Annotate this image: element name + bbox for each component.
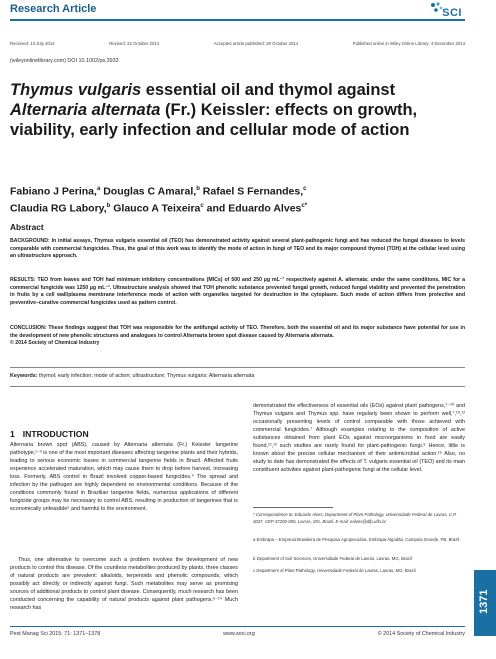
footnote-divider xyxy=(253,507,333,508)
footer-rule xyxy=(10,626,465,627)
page-number-tab xyxy=(474,570,496,636)
title-text-2: (Fr.) Keissler: effects on growth, viability, early infection and cellular mode of action xyxy=(10,101,418,139)
abstract-results: RESULTS: TEO from leaves and TOH had minimum inhibitory concentrations (MICs) of 500 and 250 µg mL⁻¹ respectively against A. alternata; under the same conditions, MIC for a commercial fungicide was 1250 µg mL⁻¹. Ultrastructure analysis showed that TOH phenolic substance prevented fungal growth, reduced fungal viability and prevented the penetration in fruits by a cell wall/plasma membrane interference mode of action with organelles targeted for destruction in the cytoplasm. Such mode of action differs from protective and preventive–curative commercial fungicides used as pattern control. xyxy=(10,277,465,306)
abstract-conclusion: CONCLUSION: These findings suggest that TOH was responsible for the antifungal activity of TEO. Therefore, both the essential oil and its major substance have potential for use in the development of new phenolic structures and analogues to control Alternaria brown spot disease caused by Alternaria alternata. xyxy=(10,325,465,339)
author: and Eduardo Alves xyxy=(203,202,302,214)
section-label: Research Article xyxy=(10,3,97,15)
journal-website[interactable]: www.soci.org xyxy=(223,631,255,637)
intro-paragraph-2: Thus, one alternative to overcome such a problem involves the development of new products to control this disease. Of the countless metabolites produced by plants, three classes of natural products are prevalent: alkaloids, terpenoids and phenolic compounds, which possibly act directly or indirectly against fungi. Such metabolites may serve as promising sources of additional products to control plant disease. Consequently, much research has been conducted concerning the capability of natural products against plant pathogens.⁶⁻¹⁴ Much research has xyxy=(10,557,238,612)
article-dates xyxy=(10,41,465,46)
sci-logo xyxy=(428,2,462,18)
affiliation-mark: a xyxy=(96,186,101,192)
intro-paragraph-right: demonstrated the effectiveness of essential oils (EOs) against plant pathogens,⁷⁻¹⁰ and Thymus vulgaris and Thymus spp. have regularly been shown to perform well,⁷,¹⁰,¹² occasionally presenting levels of control comparable with those achieved with commercial fungicides.⁷ Although examples relating to the composition of active substances obtained from plant EOs against microorganisms in food are easily found,¹²,¹³ such studies are rarely found for plant-pathogenic fungi.⁹ Hence, little is known about the precise cellular mechanism of their antimicrobial action.¹⁶ Also, no study to date has demonstrated the effects of T. vulgaris essential oil (TEO) and its main constituent activities against plant-pathogenic fungi at the cellular level. xyxy=(253,403,465,474)
doi[interactable]: (wileyonlinelibrary.com) DOI 10.1002/ps.3933 xyxy=(10,58,119,64)
section-title: INTRODUCTION xyxy=(22,429,89,439)
author: Douglas C Amaral, xyxy=(100,185,197,198)
page-footer xyxy=(10,631,465,637)
journal-citation: Pest Manag Sci 2015; 71: 1371–1378 xyxy=(10,631,101,637)
author: Glauco A Teixeira xyxy=(110,202,201,214)
date-revised: Revised: 22 October 2014 xyxy=(109,41,160,46)
affiliation-mark: c xyxy=(303,186,307,192)
footnote-affiliation-b: b Department of Soil Sciences, Universidade Federal de Lavras, Lavras, MG, Brazil xyxy=(253,556,412,561)
keywords-label: Keywords: xyxy=(10,373,38,379)
keywords xyxy=(10,373,254,379)
date-accepted: Accepted article published: 30 October 2014 xyxy=(213,41,299,46)
affiliation-mark: b xyxy=(196,186,200,192)
page-number: 1371 xyxy=(478,589,490,614)
footnote-correspondence: * Correspondence to: Eduardo Alves, Department of Plant Pathology, Universidade Federal de Lavras, C.P. 3037, CEP 37200-000, Lavras, MG, Brazil. E-mail: ealves@dfp.ufla.br xyxy=(253,512,457,524)
title-pathogen: Alternaria alternata xyxy=(10,101,161,119)
abstract-conclusion-block xyxy=(10,325,465,348)
journal-header xyxy=(0,0,496,30)
sci-logo-text: SCI xyxy=(442,7,462,19)
keywords-text: thymol; early infection; mode of action; ultrastructure; Thymus vulgaris; Alternaria alternata xyxy=(37,373,255,379)
date-published: Published online in Wiley Online Library: 4 December 2014 xyxy=(352,41,465,46)
section-heading-introduction xyxy=(10,429,89,439)
author: Fabiano J Perina, xyxy=(10,185,97,198)
footnote-affiliation-a: a Embrapa – Empresa Brasileira de Pesquisa Agropecuária, Embrapa Algodão, Campina Grande, PB, Brazil xyxy=(253,537,460,542)
affiliation-mark: c* xyxy=(301,202,308,209)
intro-paragraph-1: Alternaria brown spot (ABS), caused by Alternaria alternata (Fr.) Keissler tangerine pathotype,¹⁻³ is one of the most important diseases affecting tangerine plants and their hybrids, leading to serious economic losses in commercial tangerine fields in Brazil. Affected fruits experience accelerated maturation, which may cause them to drop before harvest, increasing loss. Formerly, ABS control in Brazil involved copper-based fungicides.⁴ The spread and infection by the pathogen are highly dependent on environmental conditions. Because of the conditions commonly found in Brazilian tangerine fields, numerous applications of different fungicide groups may be necessary to control ABS, resulting in production of tangerines that is economically unfeasible⁵ and harmful to the environment. xyxy=(10,442,238,513)
article-title xyxy=(10,80,460,140)
section-number: 1 xyxy=(10,429,15,439)
title-species: Thymus vulgaris xyxy=(10,81,142,99)
title-text-1: essential oil and thymol against xyxy=(141,81,396,99)
date-received: Received: 13 July 2014 xyxy=(10,41,55,46)
abstract-copyright: © 2014 Society of Chemical Industry xyxy=(10,340,100,347)
footnote-affiliation-c: c Department of Plant Pathology, Universidade Federal de Lavras, Lavras, MG, Brazil xyxy=(253,568,416,573)
divider xyxy=(10,386,465,387)
author: Claudia RG Labory, xyxy=(10,202,107,214)
affiliation-mark: c xyxy=(200,202,204,209)
footer-copyright: © 2014 Society of Chemical Industry xyxy=(377,631,465,637)
abstract-heading: Abstract xyxy=(10,222,44,232)
affiliation-mark: b xyxy=(106,202,111,209)
author: Rafael S Fernandes, xyxy=(199,185,304,198)
divider xyxy=(10,367,465,368)
abstract-background: BACKGROUND: In initial assays, Thymus vulgaris essential oil (TEO) has demonstrated activity against several plant-pathogenic fungi and has reduced the fungal diseases to levels comparable with commercial fungicides. Thus, the goal of this work was to identify the mode of action in fungi of TEO and its major compound thymol (TOH) at the cellular level using an ultrastructure approach. xyxy=(10,238,465,260)
author-list xyxy=(10,182,460,215)
header-rule xyxy=(10,19,465,21)
